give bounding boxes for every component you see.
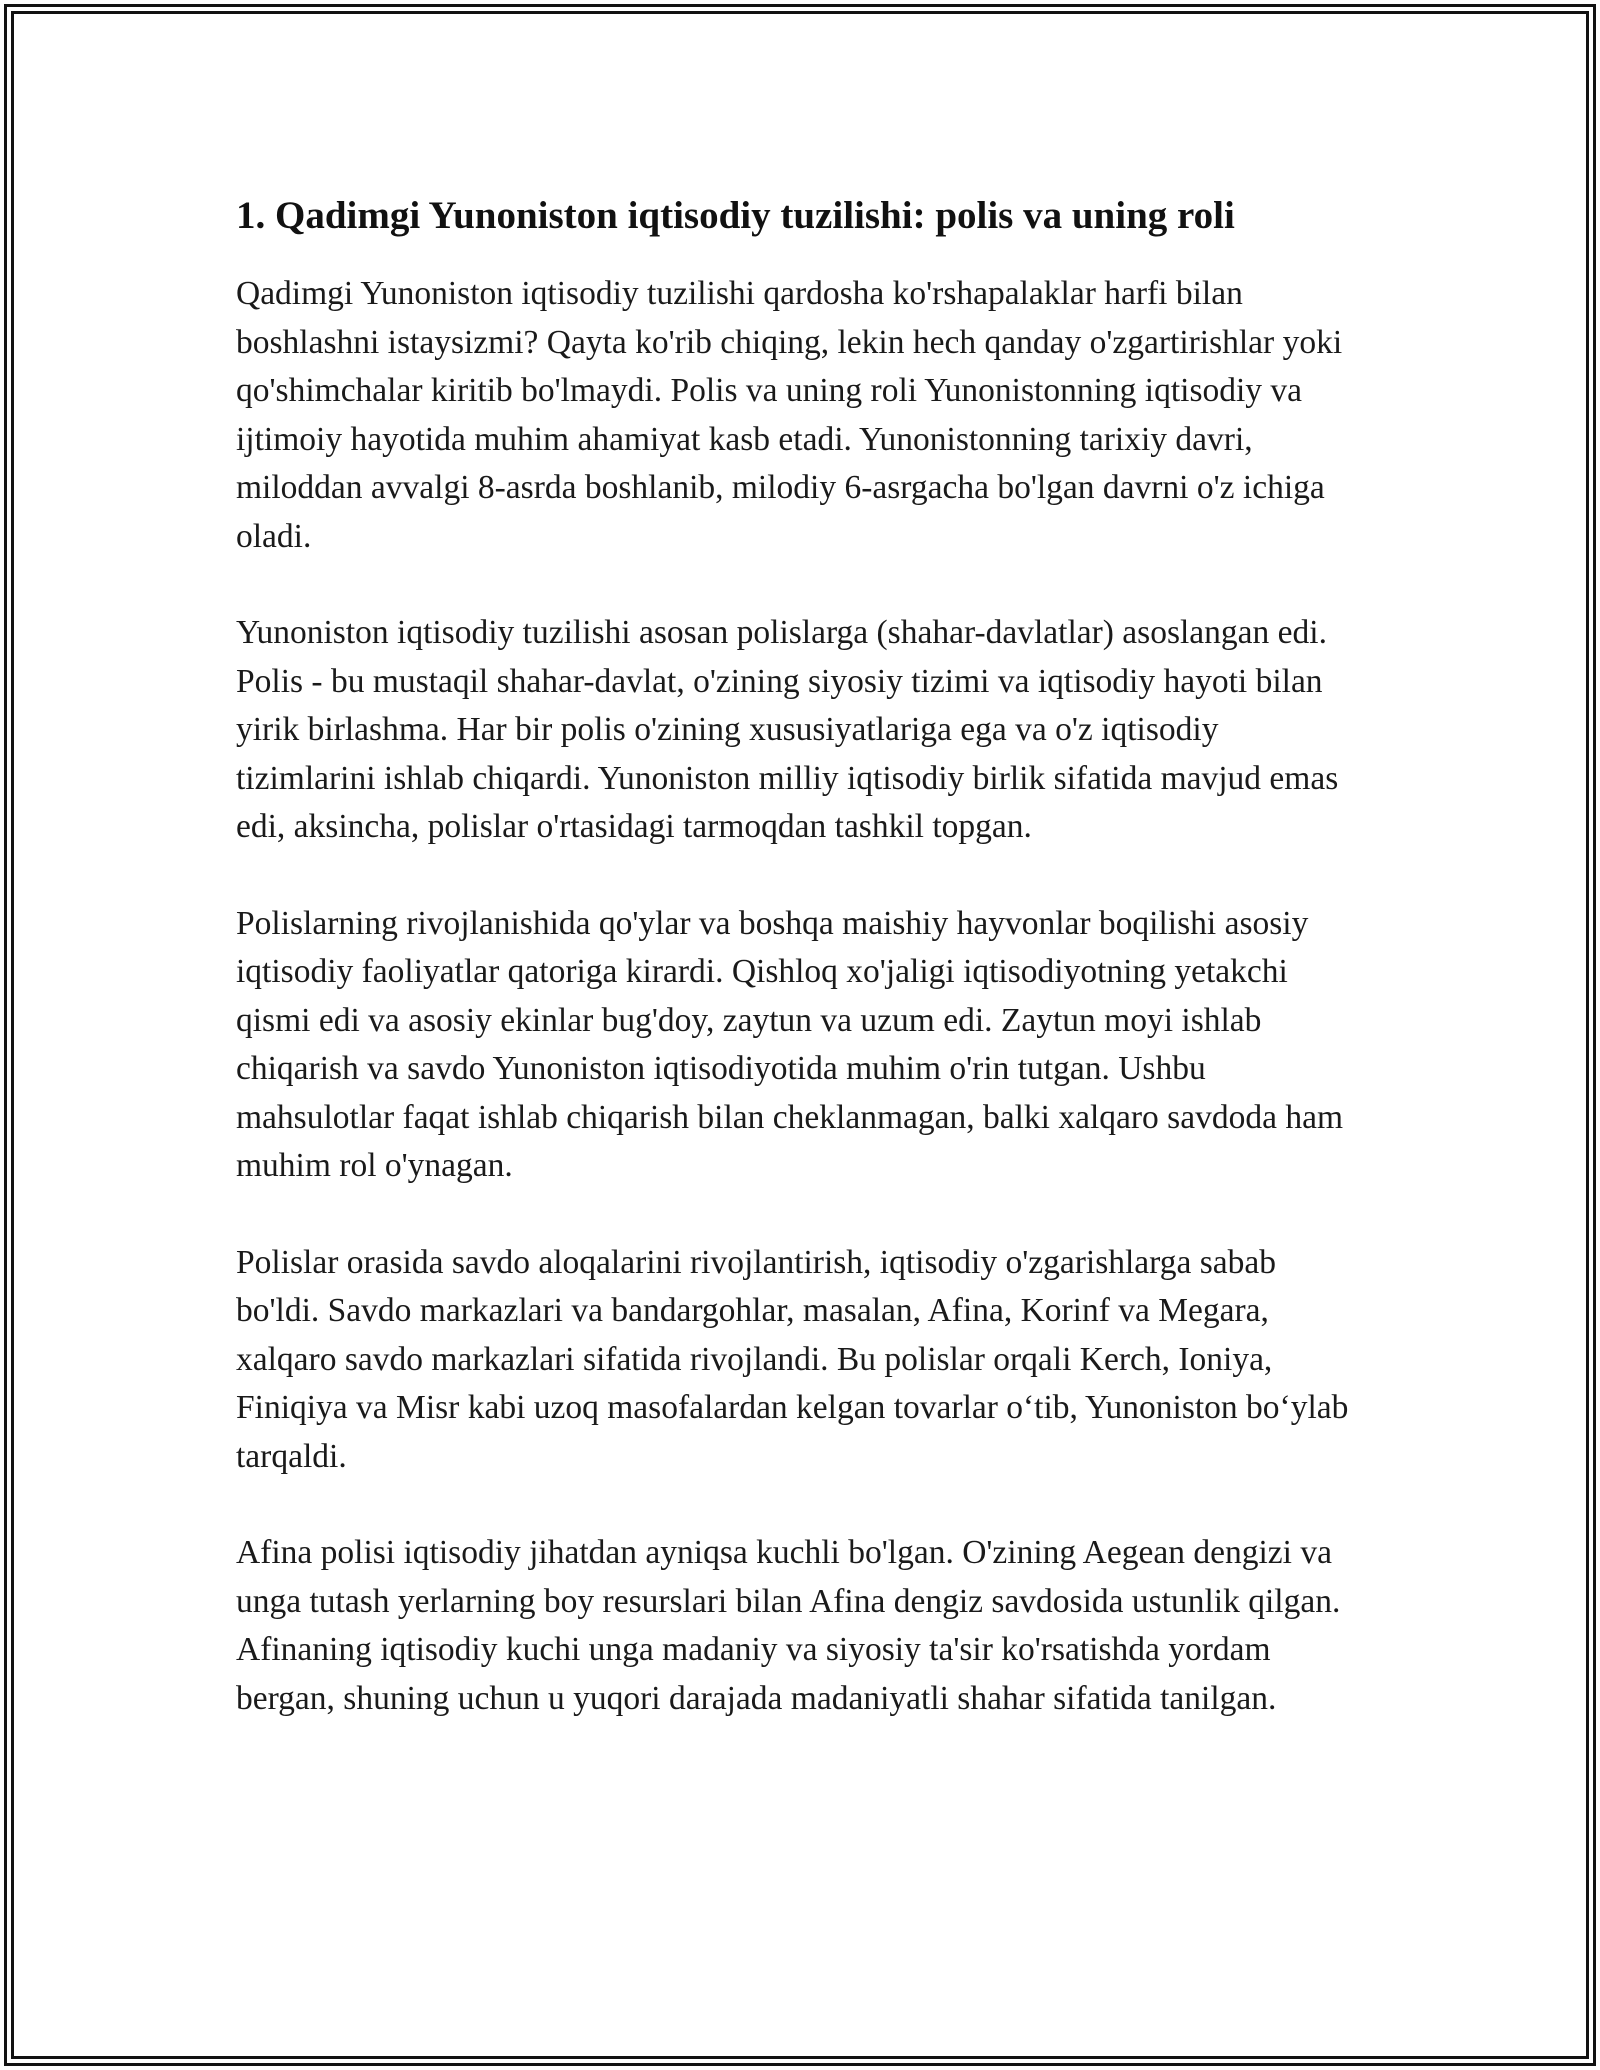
document-page xyxy=(236,188,1366,1723)
paragraph-athens: Afina polisi iqtisodiy jihatdan ayniqsa kuchli bo'lgan. O'zining Aegean dengizi va unga tutash yerlarning boy resurslari bilan Afina dengiz savdosida ustunlik qilgan. Afinaning iqtisodiy kuchi unga madaniy va siyosiy ta'sir ko'rsatishda yordam bergan, shuning uchun u yuqori darajada madaniyatli shahar sifatida tanilgan. xyxy=(236,1534,1341,1717)
paragraph-agriculture: Polislarning rivojlanishida qo'ylar va boshqa maishiy hayvonlar boqilishi asosiy iqtisodiy faoliyatlar qatoriga kirardi. Qishloq xo'jaligi iqtisodiyotning yetakchi qismi edi va asosiy ekinlar bug'doy, zaytun va uzum edi. Zaytun moyi ishlab chiqarish va savdo Yunoniston iqtisodiyotida muhim o'rin tutgan. Ushbu mahsulotlar faqat ishlab chiqarish bilan cheklanmagan, balki xalqaro savdoda ham muhim rol o'ynagan. xyxy=(236,904,1344,1184)
paragraph-intro: Qadimgi Yunoniston iqtisodiy tuzilishi qardosha ko'rshapalaklar harfi bilan boshlashni istaysizmi? Qayta ko'rib chiqing, lekin hech qanday o'zgartirishlar yoki qo'shimchalar kiritib bo'lmaydi. Polis va uning roli Yunonistonning iqtisodiy va ijtimoiy hayotida muhim ahamiyat kasb etadi. Yunonistonning tarixiy davri, miloddan avvalgi 8-asrda boshlanib, milodiy 6-asrgacha bo'lgan davrni o'z ichiga oladi. xyxy=(236,275,1343,555)
paragraph-trade: Polislar orasida savdo aloqalarini rivojlantirish, iqtisodiy o'zgarishlarga sabab bo'ldi. Savdo markazlari va bandargohlar, masalan, Afina, Korinf va Megara, xalqaro savdo markazlari sifatida rivojlandi. Bu polislar orqali Kerch, Ioniya, Finiqiya va Misr kabi uzoq masofalardan kelgan tovarlar o‘tib, Yunoniston bo‘ylab tarqaldi. xyxy=(236,1243,1349,1475)
section-heading: 1. Qadimgi Yunoniston iqtisodiy tuzilishi: polis va uning roli xyxy=(236,194,1235,237)
paragraph-polis-structure: Yunoniston iqtisodiy tuzilishi asosan polislarga (shahar-davlatlar) asoslangan edi. Polis - bu mustaqil shahar-davlat, o'zining siyosiy tizimi va iqtisodiy hayoti bilan yirik birlashma. Har bir polis o'zining xususiyatlariga ega va o'z iqtisodiy tizimlarini ishlab chiqardi. Yunoniston milliy iqtisodiy birlik sifatida mavjud emas edi, aksincha, polislar o'rtasidagi tarmoqdan tashkil topgan. xyxy=(236,614,1339,845)
